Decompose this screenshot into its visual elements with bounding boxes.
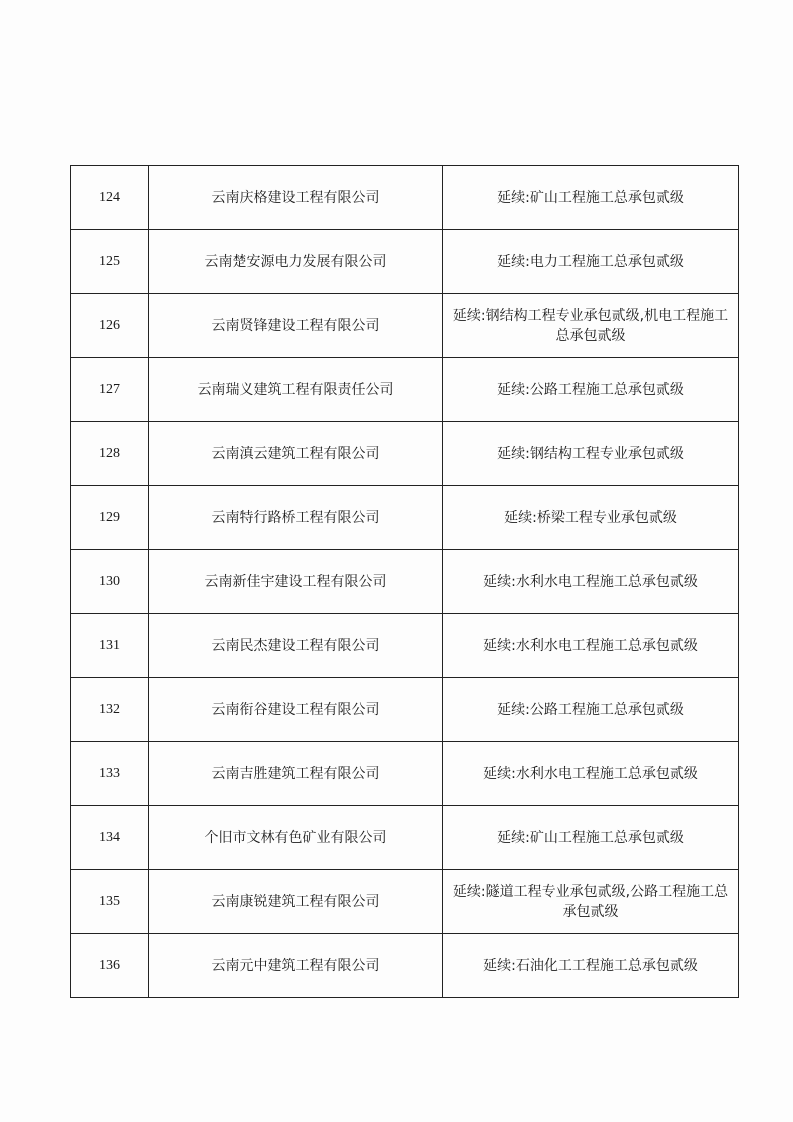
- company-name: 云南新佳宇建设工程有限公司: [149, 550, 443, 614]
- row-number: 134: [71, 806, 149, 870]
- table-row: [71, 614, 739, 678]
- qualification-cell: [443, 614, 739, 678]
- company-name: 云南特行路桥工程有限公司: [149, 486, 443, 550]
- qualification-text: 延续:矿山工程施工总承包贰级: [497, 829, 684, 846]
- row-number: 130: [71, 550, 149, 614]
- qualification-cell: [443, 678, 739, 742]
- qualification-text: 延续:水利水电工程施工总承包贰级: [483, 637, 698, 654]
- row-number: 125: [71, 230, 149, 294]
- row-number: 133: [71, 742, 149, 806]
- row-number: 132: [71, 678, 149, 742]
- qualification-cell: [443, 230, 739, 294]
- row-number: 124: [71, 166, 149, 230]
- qualification-text: 延续:桥梁工程专业承包贰级: [504, 509, 677, 526]
- qualification-table: [70, 165, 739, 998]
- table-row: [71, 422, 739, 486]
- row-number: 126: [71, 294, 149, 358]
- qualification-text: 延续:公路工程施工总承包贰级: [497, 381, 684, 398]
- company-name: 云南民杰建设工程有限公司: [149, 614, 443, 678]
- row-number: 135: [71, 870, 149, 934]
- qualification-text: 延续:水利水电工程施工总承包贰级: [483, 765, 698, 782]
- qualification-text: 延续:石油化工工程施工总承包贰级: [483, 957, 698, 974]
- table-row: [71, 678, 739, 742]
- qualification-text: 延续:公路工程施工总承包贰级: [497, 701, 684, 718]
- table-row: [71, 486, 739, 550]
- qualification-cell: [443, 870, 739, 934]
- company-name: 云南贤锋建设工程有限公司: [149, 294, 443, 358]
- qualification-text: 延续:水利水电工程施工总承包贰级: [483, 573, 698, 590]
- company-name: 云南滇云建筑工程有限公司: [149, 422, 443, 486]
- qualification-cell: [443, 166, 739, 230]
- table-row: [71, 742, 739, 806]
- table-row: [71, 806, 739, 870]
- qualification-text: 延续:矿山工程施工总承包贰级: [497, 189, 684, 206]
- qualification-text: 延续:隧道工程专业承包贰级,公路工程施工总承包贰级: [452, 883, 729, 920]
- company-name: 云南康锐建筑工程有限公司: [149, 870, 443, 934]
- qualification-cell: [443, 934, 739, 998]
- qualification-text: 延续:钢结构工程专业承包贰级,机电工程施工总承包贰级: [452, 307, 729, 344]
- company-name: 云南元中建筑工程有限公司: [149, 934, 443, 998]
- company-name: 云南瑞义建筑工程有限责任公司: [149, 358, 443, 422]
- table-row: [71, 870, 739, 934]
- row-number: 131: [71, 614, 149, 678]
- qualification-cell: [443, 806, 739, 870]
- qualification-cell: [443, 742, 739, 806]
- table-row: [71, 934, 739, 998]
- company-name: 云南庆格建设工程有限公司: [149, 166, 443, 230]
- qualification-text: 延续:电力工程施工总承包贰级: [497, 253, 684, 270]
- row-number: 136: [71, 934, 149, 998]
- table-row: [71, 294, 739, 358]
- company-name: 个旧市文林有色矿业有限公司: [149, 806, 443, 870]
- row-number: 129: [71, 486, 149, 550]
- table-row: [71, 166, 739, 230]
- table-row: [71, 358, 739, 422]
- qualification-cell: [443, 358, 739, 422]
- row-number: 127: [71, 358, 149, 422]
- qualification-cell: [443, 550, 739, 614]
- company-name: 云南衔谷建设工程有限公司: [149, 678, 443, 742]
- row-number: 128: [71, 422, 149, 486]
- table-body: [71, 166, 739, 998]
- company-name: 云南吉胜建筑工程有限公司: [149, 742, 443, 806]
- qualification-cell: [443, 486, 739, 550]
- table-row: [71, 550, 739, 614]
- qualification-cell: [443, 294, 739, 358]
- table-row: [71, 230, 739, 294]
- qualification-cell: [443, 422, 739, 486]
- qualification-text: 延续:钢结构工程专业承包贰级: [497, 445, 684, 462]
- company-name: 云南楚安源电力发展有限公司: [149, 230, 443, 294]
